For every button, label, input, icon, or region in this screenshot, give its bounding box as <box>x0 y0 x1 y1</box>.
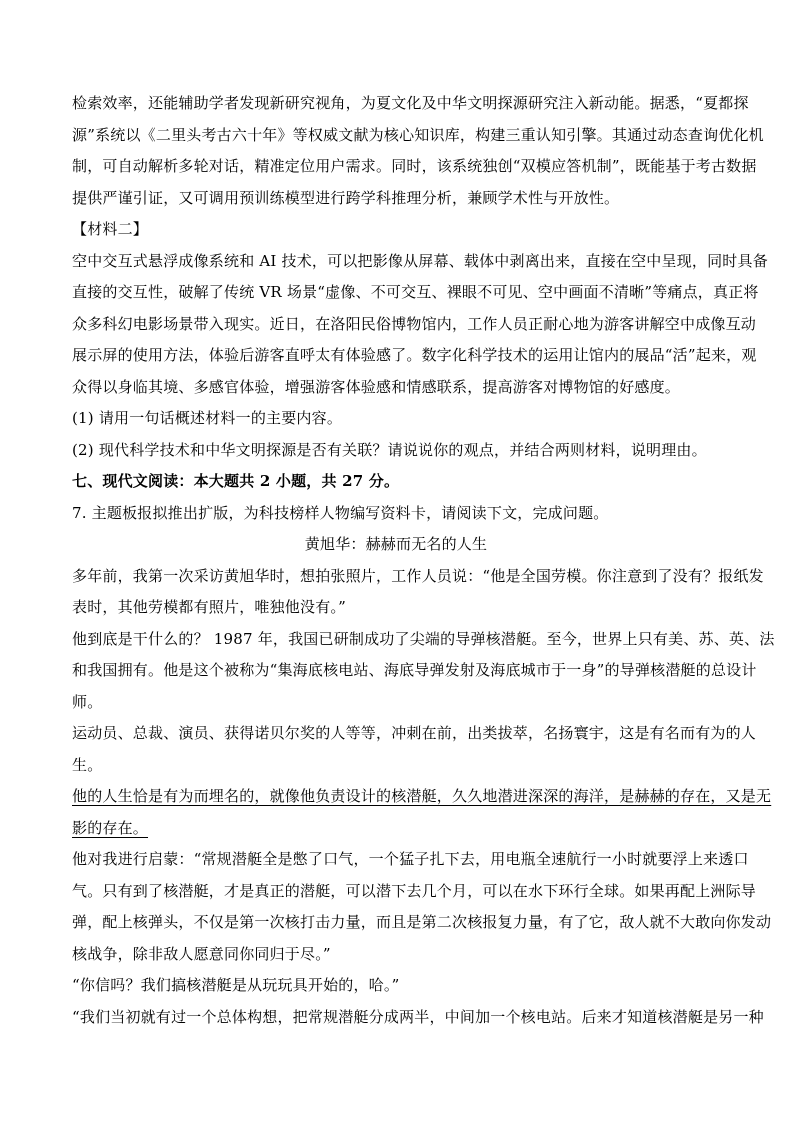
text-line: 运动员、总裁、演员、获得诺贝尔奖的人等等，冲刺在前，出类拔萃，名扬寰宇，这是有名而有为的人 <box>72 724 757 742</box>
underlined-sentence: 他的人生恰是有为而埋名的，就像他负责设计的核潜艇，久久地潜进深深的海洋，是赫赫的存在，又是无 <box>72 787 772 805</box>
question-2: (2) 现代科学技术和中华文明探源是否有关联？请说说你的观点，并结合两则材料，说明理由。 <box>72 440 707 459</box>
text-line: 师。 <box>72 692 103 711</box>
article-paragraph-underlined <box>72 781 772 844</box>
text-line: 多年前，我第一次采访黄旭华时，想拍张照片，工作人员说：“他是全国劳模。你注意到了没有？报纸发 <box>72 566 764 585</box>
text-line: 他对我进行启蒙：“常规潜艇全是憋了口气，一个猛子扎下去，用电瓶全速航行一小时就要浮上来透口 <box>72 850 749 868</box>
text-line: 表时，其他劳模都有照片，唯独他没有。” <box>72 598 346 616</box>
article-paragraph-6: “你信吗？我们搞核潜艇是从玩玩具开始的，哈。” <box>72 976 400 994</box>
underlined-sentence: 影的存在。 <box>72 818 149 837</box>
article-title: 黄旭华：赫赫而无名的人生 <box>304 535 488 553</box>
text-line: 众得以身临其境、多感官体验，增强游客体验感和情感联系，提高游客对博物馆的好感度。 <box>72 377 681 396</box>
question-1: (1) 请用一句话概述材料一的主要内容。 <box>72 409 343 427</box>
text-line: 弹，配上核弹头，不仅是第一次核打击力量，而且是第二次核报复力量，有了它，敌人就不大敢向你发动 <box>72 913 772 931</box>
article-paragraph-7: “我们当初就有过一个总体构想，把常规潜艇分成两半，中间加一个核电站。后来才知道核潜艇是另一种 <box>72 1007 764 1026</box>
text-line: 和我国拥有。他是这个被称为“集海底核电站、海底导弹发射及海底城市于一身”的导弹核潜艇的总设计 <box>72 661 757 679</box>
text-line: 制，可自动解析多轮对话，精准定位用户需求。同时，该系统独创“双模应答机制”，既能基于考古数据 <box>72 157 757 175</box>
text-line: 直接的交互性，破解了传统 VR 场景“虚像、不可交互、裸眼不可见、空中画面不清晰”等痛点，真正将 <box>72 283 759 301</box>
text-line: 展示屏的使用方法，体验后游客直呼太有体验感了。数字化科学技术的运用让馆内的展品“活”起来，观 <box>72 346 757 364</box>
text-line: 空中交互式悬浮成像系统和 AI 技术，可以把影像从屏幕、载体中剥离出来，直接在空中呈现，同时具备 <box>72 251 768 270</box>
article-paragraph-5 <box>72 844 772 970</box>
document-page <box>72 88 775 1033</box>
text-line: 源”系统以《二里头考古六十年》等权威文献为核心知识库，构建三重认知引擎。其通过动态查询优化机 <box>72 125 764 144</box>
section-seven-heading: 七、现代文阅读：本大题共 2 小题，共 27 分。 <box>72 472 400 490</box>
article-paragraph-2 <box>72 624 775 719</box>
paragraph-intro <box>72 88 764 214</box>
text-line: 检索效率，还能辅助学者发现新研究视角，为夏文化及中华文明探源研究注入新动能。据悉，“夏都探 <box>72 94 749 112</box>
text-line: 核战争，除非敌人愿意同你同归于尽。” <box>72 944 331 963</box>
text-line: 生。 <box>72 755 103 774</box>
text-line: 气。只有到了核潜艇，才是真正的潜艇，可以潜下去几个月，可以在水下环行全球。如果再配上洲际导 <box>72 881 757 900</box>
article-paragraph-1 <box>72 561 764 624</box>
text-line: 他到底是干什么的？ 1987 年，我国已研制成功了尖端的导弹核潜艇。至今，世界上只有美、苏、英、法 <box>72 629 775 648</box>
material-two-paragraph <box>72 246 768 404</box>
material-two-heading: 【材料二】 <box>72 220 149 238</box>
text-line: 提供严谨引证，又可调用预训练模型进行跨学科推理分析，兼顾学术性与开放性。 <box>72 188 620 207</box>
text-line: 众多科幻电影场景带入现实。近日，在洛阳民俗博物馆内，工作人员正耐心地为游客讲解空中成像互动 <box>72 314 757 333</box>
question-7: 7. 主题板报拟推出扩版，为科技榜样人物编写资料卡，请阅读下文，完成问题。 <box>72 503 609 522</box>
article-paragraph-3 <box>72 718 757 781</box>
